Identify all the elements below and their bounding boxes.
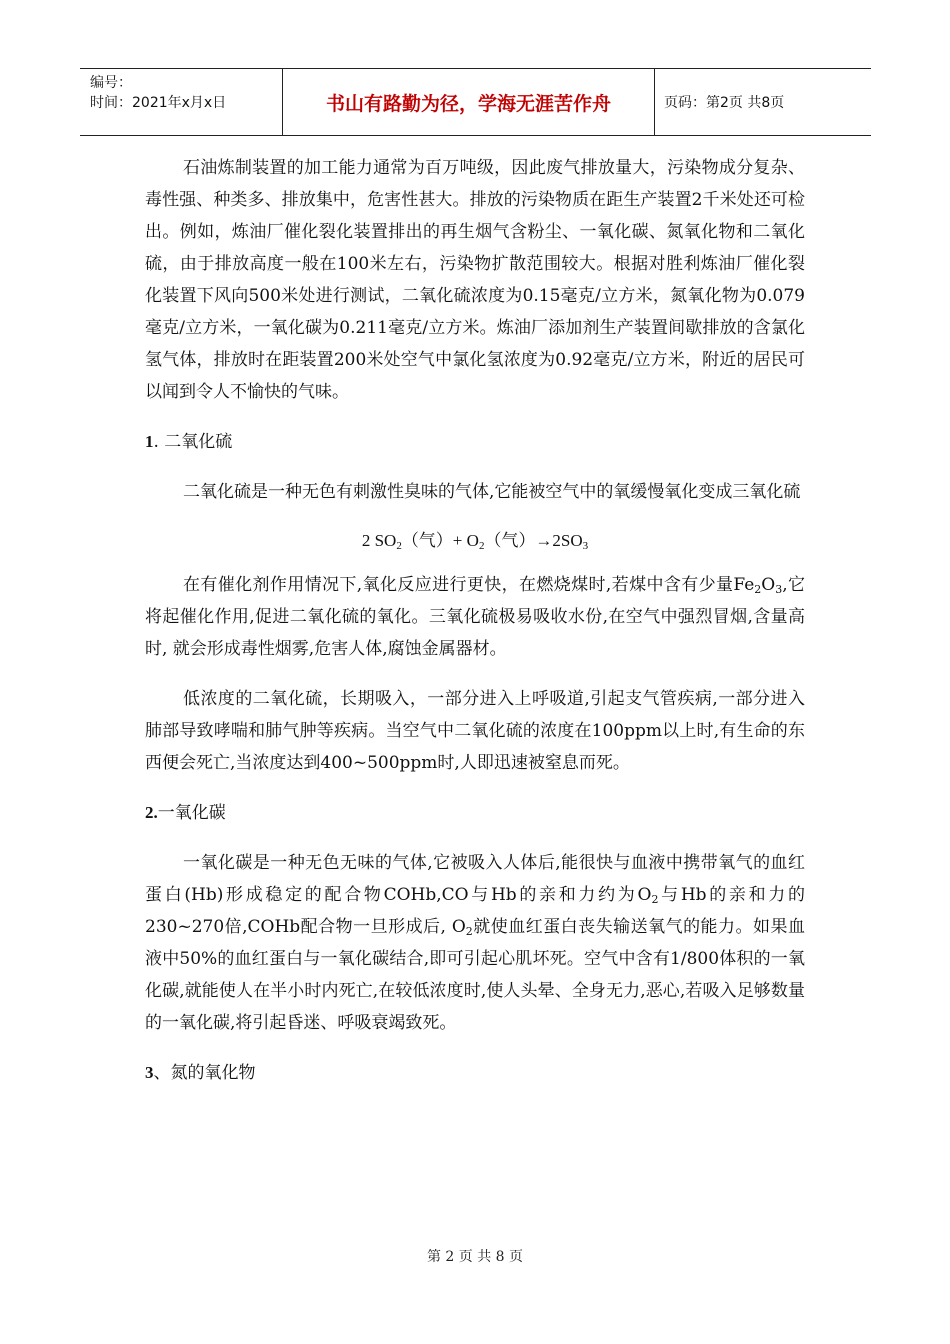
- date-label: 时间：2021年x月x日: [90, 95, 227, 111]
- code-label: 编号：: [90, 75, 132, 91]
- text-sub: 3: [775, 583, 783, 596]
- heading-number: 1: [145, 432, 154, 451]
- formula-sub: 2: [478, 540, 485, 552]
- page-footer: 第 2 页 共 8 页: [426, 1249, 524, 1265]
- so2-health-paragraph: 低浓度的二氧化硫，长期吸入，一部分进入上呼吸道,引起支气管疾病,一部分进入肺部导致哮喘和肺气肿等疾病。当空气中二氧化硫的浓度在100ppm以上时,有生命的东西便会死亡,当浓度达到400~500ppm时,人即迅速被窒息而死。: [145, 689, 805, 773]
- text-run: ,它将起催化作用,促进二氧化硫的氧化。三氧化硫极易吸收水份,在空气中强烈冒烟,含量高时, 就会形成毒性烟雾,危害人体,腐蚀金属器材。: [145, 575, 806, 659]
- so2-formula: [145, 526, 805, 551]
- text-sub: 2: [465, 925, 473, 938]
- heading-number: 2.: [145, 803, 158, 822]
- formula-part: （气）+ O: [401, 531, 479, 550]
- text-run: 就使血红蛋白丧失输送氧气的能力。如果血液中50%的血红蛋白与一氧化碳结合,即可引起心肌坏死。空气中含有1/800体积的一氧化碳,就能使人在半小时内死亡,在较低浓度时,使人头晕、全身无力,恶心,若吸入足够数量的一氧化碳,将引起昏迷、呼吸衰竭致死。: [145, 917, 805, 1033]
- intro-paragraph: 石油炼制装置的加工能力通常为百万吨级，因此废气排放量大，污染物成分复杂、毒性强、种类多、排放集中，危害性甚大。排放的污染物质在距生产装置2千米处还可检出。例如，炼油厂催化裂化装置排出的再生烟气含粉尘、一氧化碳、氮氧化物和二氧化硫，由于排放高度一般在100米左右，污染物扩散范围较大。根据对胜利炼油厂催化裂化装置下风向500米处进行测试，二氧化硫浓度为0.15毫克/立方米，氮氧化物为0.079毫克/立方米，一氧化碳为0.211毫克/立方米。炼油厂添加剂生产装置间歇排放的含氯化氢气体，排放时在距装置200米处空气中氯化氢浓度为0.92毫克/立方米，附近的居民可以闻到令人不愉快的气味。: [145, 158, 805, 402]
- text-run: 与Hb的亲和力的230~270倍,COHb配合物一旦形成后, O: [145, 885, 805, 937]
- formula-part: 2 SO: [361, 531, 397, 550]
- heading-co: [145, 797, 805, 829]
- text-run: O: [761, 575, 776, 595]
- header-meta: [90, 73, 280, 113]
- text-run: 在有催化剂作用情况下,氧化反应进行更快，在燃烧煤时,若煤中含有少量Fe: [183, 575, 755, 595]
- heading-text: 、氮的氧化物: [153, 1063, 256, 1083]
- heading-so2: [145, 426, 805, 458]
- header-divider: [654, 69, 655, 135]
- so2-catalyst-paragraph: [145, 569, 805, 665]
- header-page-label: 页码：第2页 共8页: [664, 95, 785, 111]
- text-sub: 2: [754, 583, 762, 596]
- document-body: [145, 152, 805, 1089]
- heading-nox: [145, 1057, 805, 1089]
- co-paragraph: [145, 847, 805, 1039]
- heading-number: 3: [145, 1063, 154, 1082]
- formula-part: （气）→2SO: [484, 531, 583, 550]
- heading-text: 一氧化碳: [157, 803, 226, 823]
- header-motto: 书山有路勤为径，学海无涯苦作舟: [325, 92, 611, 115]
- heading-text: . 二氧化硫: [153, 432, 233, 452]
- text-run: 一氧化碳是一种无色无味的气体,它被吸入人体后,能很快与血液中携带氧气的血红蛋白(Hb)形成稳定的配合物COHb,CO与Hb的亲和力约为O: [145, 853, 805, 905]
- text-sub: 2: [651, 893, 659, 906]
- so2-description: 二氧化硫是一种无色有刺激性臭味的气体,它能被空气中的氧缓慢氧化变成三氧化硫: [183, 482, 801, 502]
- formula-sub: 2: [396, 540, 402, 552]
- formula-sub: 3: [582, 540, 589, 552]
